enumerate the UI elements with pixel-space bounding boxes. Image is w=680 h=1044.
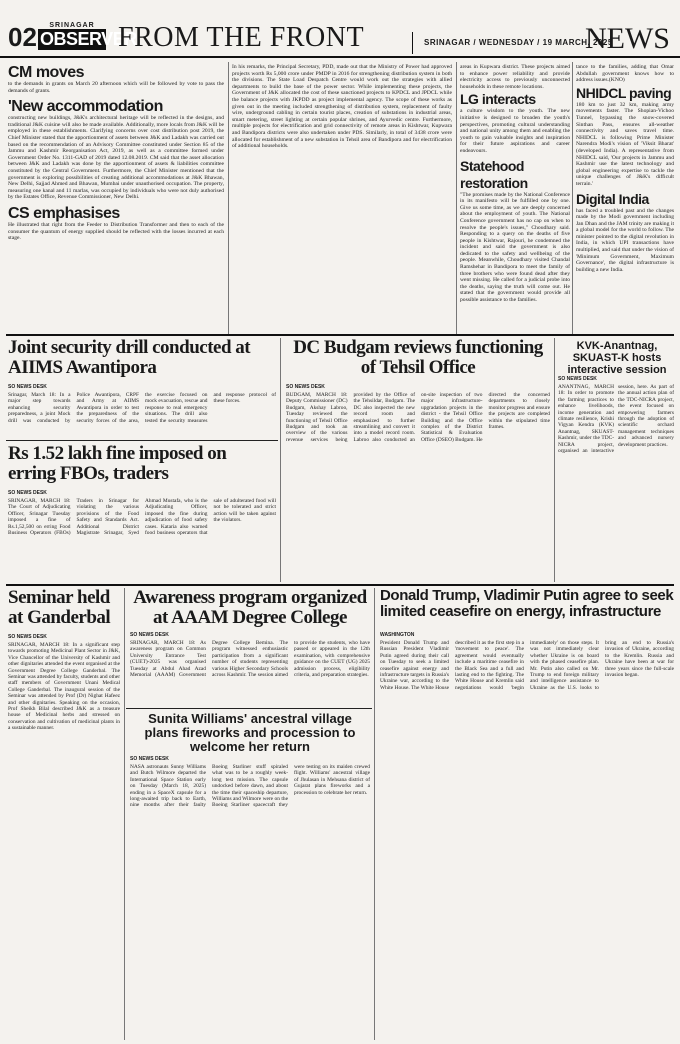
column-divider (124, 588, 125, 1040)
seminar-byline: SO NEWS DESK (8, 634, 47, 640)
brand-logo (38, 22, 137, 50)
column-nhidcl-digital (576, 64, 674, 332)
column-divider (572, 62, 573, 334)
section-divider (6, 334, 674, 336)
lg-interacts-title: LG interacts (460, 91, 536, 108)
column-divider (456, 62, 457, 334)
section-title: FROM THE FRONT (118, 22, 365, 53)
power-projects-body: In his remarks, the Principal Secretary, PDD, made out that the Ministry of Power had approved projects worth Rs 5,000 crore under PMDP in 2016 for strengthening distribution system in both the divisions. The State Load Despatch Centre would work out the strategies with allied departments to build the base of the power sector. While implementing these projects, the Government of J&K allocated the cost of these sanctioned projects to KPDCL and JPDCL while the balance projects with JKPDD as project implemental agency. The scope of these works as given out in the meeting included strengthening of distribution system, replacement of faulty wire, underground cabling in certain tourist places, creation of substations in industrial areas, smart metering, street lighting at certain popular shrines, and Ayurvedic centre. Furthermore, multiple projects for electrification and grid connectivity of remote areas in Kishtwar, Kupwara and Bandipora districts were also undertaken under PDS. Similarly, in total of 3438 crore were allocated for establishment of a new substation in Tehsil area of Bandipora and for electrification of additional households. (232, 64, 452, 150)
frbo-byline: SO NEWS DESK (8, 490, 47, 496)
nhidcl-body: 180 km to just 32 km, making army movements faster. The Shopian-Vichoo Tunnel, bypassing the snow-covered Sinthan Pass, ensures all-weather connectivity and saves travel time. NHIDCL is following Prime Minister Narendra Modi's vision of 'Viksit Bharat' (developed India). A representative from NHIDCL said, 'Our projects in Jammu and Kashmir use the latest technology and global engineering expertise to tackle the unique challenges of J&K's difficult terrain.' (576, 101, 674, 187)
section-divider (6, 584, 674, 586)
digital-india-body: has faced a troubled past and the changes made by the Modi government including Jan Dhan and the JAM trinity are making it a global model for the world to follow. The minister pointed to the digital revolution in India, in which UPI transactions have multiplied, and said that under the vision of 'Minimum Government, Maximum Governance', the digital infrastructure is building a new India. (576, 207, 674, 273)
digital-india-title: Digital India (576, 190, 649, 207)
lg-interacts-body: a culture wisdom to the youth. The new initiative is designed to broaden the youth's perspectives, promoting cultural understanding and national unity among them and enabling the youth to gain valuable insights and inspiration for their future aspirations and career endeavours. (460, 108, 570, 154)
cm-moves-body: to the demands in grants on March 20 afternoon which will be followed by vote to pass the demands of grants. (8, 81, 224, 94)
cm-moves-title: CM moves (8, 64, 85, 81)
trump-headline: Donald Trump, Vladimir Putin agree to seek limited ceasefire on energy, infrastructure (380, 588, 674, 620)
sunita-byline: SO NEWS DESK (130, 756, 169, 762)
section-divider (126, 708, 372, 709)
sunita-body: NASA astronauts Sunny Williams and Butch Wilmore departed the International Space Station early on Tuesday (March 18, 2025) ending in a SpaceX capsule for a long-awaited trip back to Earth, nine months after their faulty Boeing Starliner stuff spiraled what was to be a roughly week-long test mission. The capsule undocked before dawn, and about the time their spaceship departure, Williams and Wilmore were on the Boeing Starliner spacecraft they were testing on its maiden crewed flight. Williams' ancestral village of Jhulasan in Mehsana district of Gujarat plans fireworks and a procession to celebrate her return. (130, 764, 370, 809)
awareness-body: SRINAGAR, MARCH 18: As awareness program on Common University Entrance Test (CUET)-2025 was organised Tuesday at Abdul Ahad Azad Memorial (AAAM) Government Degree College Bemina. The program witnessed enthusiastic participation from a significant number of students representing various Higher Secondary Schools across Kashmir. The session aimed to provide the students, who have passed or appeared in the 12th examination, with comprehensive guidance on the CUET (UG) 2025 admission process, eligibility criteria, and preparation strategies. (130, 640, 370, 679)
section-right-title: NEWS (585, 22, 670, 55)
sunita-headline: Sunita Williams' ancestral village plans fireworks and procession to welcome her return (144, 712, 356, 754)
column-divider (280, 338, 281, 582)
brand-name: OBSERVER (40, 29, 137, 49)
frbo-headline: Rs 1.52 lakh fine imposed on erring FBOs, traders (8, 444, 227, 484)
cs-emphasises-title: CS emphasises (8, 204, 120, 222)
skuast-body: ANANTNAG, MARCH 18: In order to promote the farming practices to enhance livelihoods, income generation and climate resilience, Krishi Vigyan Kendra (KVK) Anantnag, SKUAST-Kashmir, under the TDC-NICRA project, organised an interactive session, here. As part of the annual action plan of the TDC-NICRA project, the event focused on empowering farmers through the adoption of scientific orchard management techniques and advanced nursery development practices. (558, 384, 674, 455)
skuast-headline: KVK-Anantnag, SKUAST-K hosts interactive session (567, 340, 667, 374)
seminar-body: SRINAGAR, MARCH 18: In a significant step towards promoting Medicinal Plant Sector in J&K, Vice Chancellor of the University of Kashmir and other dignitaries attended the event organised at the Government Degree College Ganderbal. The Seminar was attended by faculty, students and other staff members of Government Unani Medical College Ganderbal. The inaugural session of the Seminar was attended by Prof (Dr) Nighat Hafeez and other dignitaries. Speaking on the occasion, Prof Sheikh Bilal described J&K as a treasure house of Medicinal herbs and stressed on conservation and cultivation of medicinal plants in a sustainable manner. (8, 642, 120, 732)
awareness-byline: SO NEWS DESK (130, 632, 169, 638)
column-divider (374, 588, 375, 1040)
budgam-body: BUDGAM, MARCH 18: Deputy Commissioner (DC) Budgam, Akshay Labroo, Tuesday reviewed the functioning of Tehsil Office Budgam and took an overview of the various revenue services being provided by the Office of the Tehsildar, Budgam. The DC also inspected the new record room and emphasized to further streamlining and convert it into a model record room. Labroo also conducted an on-site inspection of two major infrastructure-upgradation projects in the district - the Tehsil Office Building and the Office complex of the District Statistical & Evaluation Office (DSEO) Budgam. He directed the concerned departments to closely monitor progress and ensure the projects are completed within the stipulated time frames. (286, 392, 550, 443)
masthead-divider (412, 32, 413, 54)
frbo-body: SRINAGAR, MARCH 18: The Court of Adjudicating Officer, Srinagar Tuesday imposed a fine of Rs.1,52,500 on erring Food Business Operators (FBOs) Traders in Srinagar for violating the various provisions of the Food Safety and Standards Act. Additional District Magistrate Srinagar, Syed Ahmad Mustafa, who is the Adjudicating Officer, imposed the fine during adjudication of food safety cases. Kataria also warned food business operators that sale of adulterated food will not be tolerated and strict action will be taken against the violators. (8, 498, 276, 537)
column-lg-statehood (460, 64, 570, 332)
new-accommodation-title: 'New accommodation (8, 98, 163, 116)
nhidcl-title: NHIDCL paving (576, 84, 672, 101)
cs-emphasises-body: He illustrated that right from the Feeder to Distribution Transformer and then to each of the consumer the quantum of energy supplied should be reflected with the losses incurred at each stage. (8, 221, 224, 242)
drill-body: Srinagar, March 18: In a major step towards enhancing security preparedness, a joint Mock drill was conducted by Police Awantipora, CRPF and Army at AIIMS Awantipora in order to test the preparedness of the security forces of the area, the exercise focused on mock evacuation, rescue and response to real emergency situations. The drill also tested the security measures and response protocol of these forces. (8, 392, 276, 424)
skuast-byline: SO NEWS DESK (558, 376, 597, 382)
budgam-headline: DC Budgam reviews functioning of Tehsil Office (293, 338, 543, 378)
column-divider (228, 62, 229, 334)
column-power-projects (232, 64, 452, 332)
drill-byline: SO NEWS DESK (8, 384, 47, 390)
column-continuations-left (8, 64, 224, 332)
lg-intro: areas in Kupwara district. These projects aimed to enhance power reliability and provide electricity access to previously unconnected households in these remote locations. (460, 64, 570, 90)
brand-city: SRINAGAR (49, 22, 95, 29)
budgam-byline: SO NEWS DESK (286, 384, 325, 390)
awareness-headline: Awareness program organized at AAAM Degree College (133, 588, 367, 628)
column-divider (554, 338, 555, 582)
page-number: 02 (8, 22, 37, 52)
masthead (0, 0, 680, 58)
trump-body: President Donald Trump and Russian President Vladimir Putin agreed during their call on Tuesday to seek a limited ceasefire against energy and infrastructure targets in Russia's Ukraine war, according to the White House. The White House described it as the first step in a 'movement to peace'. The agreement would eventually include a maritime ceasefire in the Black Sea and a full and lasting end to the fighting. The White House and Kremlin said negotiations would 'begin immediately' on those steps. It was not immediately clear whether Ukraine is on board with the phased ceasefire plan. Mr. Putin also called on Mr. Trump to end foreign military and intelligence assistance to Ukraine as the U.S. looks to bring an end to Russia's invasion of Ukraine, according to the Kremlin. Russia and Ukraine have been at war for three years since the full-scale invasion began. (380, 640, 674, 691)
trump-byline: WASHINGTON (380, 632, 415, 638)
section-divider (6, 440, 278, 441)
new-accommodation-body: constructing new buildings, J&K's architectural heritage will be reflected in the designs, and traditional J&K cuisine will also be made available. Additionally, more locals from J&K will be employed in these establishments. Clarifying concerns over cost distribution post 2019, the Chief Minister stated that the apportionment of assets between J&K and Ladakh was carried out based on the recommendation of an Advisory Committee constituted under Section 85 of the Jammu and Kashmir Reorganisation Act, 2019, as well as a committee formed under Government Order No. 1311-GAD of 2019 dated 12.08.2019. CM said that the asset allocation between J&K and Ladakh was done by the apportionment of assets & liabilities committee constituted by the Central Government. Furthermore, the Chief Minister mentioned that the government is exploring possibilities of creating additional accommodations at J&K Bhawan, New Delhi, Sajjad Ahmed and Bhawan, Mumbai under unauthorised occupation. The property, measuring one kanal and 11 marlas, was occupied by individuals who were not duly authorised by the Estates Office, Revenue Commissioner, New Delhi. (8, 115, 224, 201)
drill-headline: Joint security drill conducted at AIIMS Awantipora (8, 338, 251, 378)
nhidcl-intro: tance to the families, adding that Omar Abdullah government knows how to address issues.(KNO) (576, 64, 674, 84)
statehood-title: Statehood restoration (460, 157, 528, 191)
dateline: SRINAGAR / WEDNESDAY / 19 MARCH, 2025 (424, 38, 613, 47)
statehood-body: "The promises made by the National Conference in its manifesto will be fulfilled one by one. Give us some time, as we are deeply concerned about the employment of youth. The National Conference government has no cap on when to resolve the people's issues," Choudhary said. Responding to a query on the deaths of five people in Kishtwar, Rajouri, he condemned the incident and said the government is also dedicated to the safety and wellbeing of the people. Meanwhile, Choudhary visited Chandal Ramshehar in Bandipora to meet the family of three brothers who were found dead after they went missing. He called for a judicial probe into the deaths, saying the truth will come out. He stated that the government would provide all possible assistance to the families. (460, 191, 570, 304)
seminar-headline: Seminar held at Ganderbal (8, 588, 111, 628)
